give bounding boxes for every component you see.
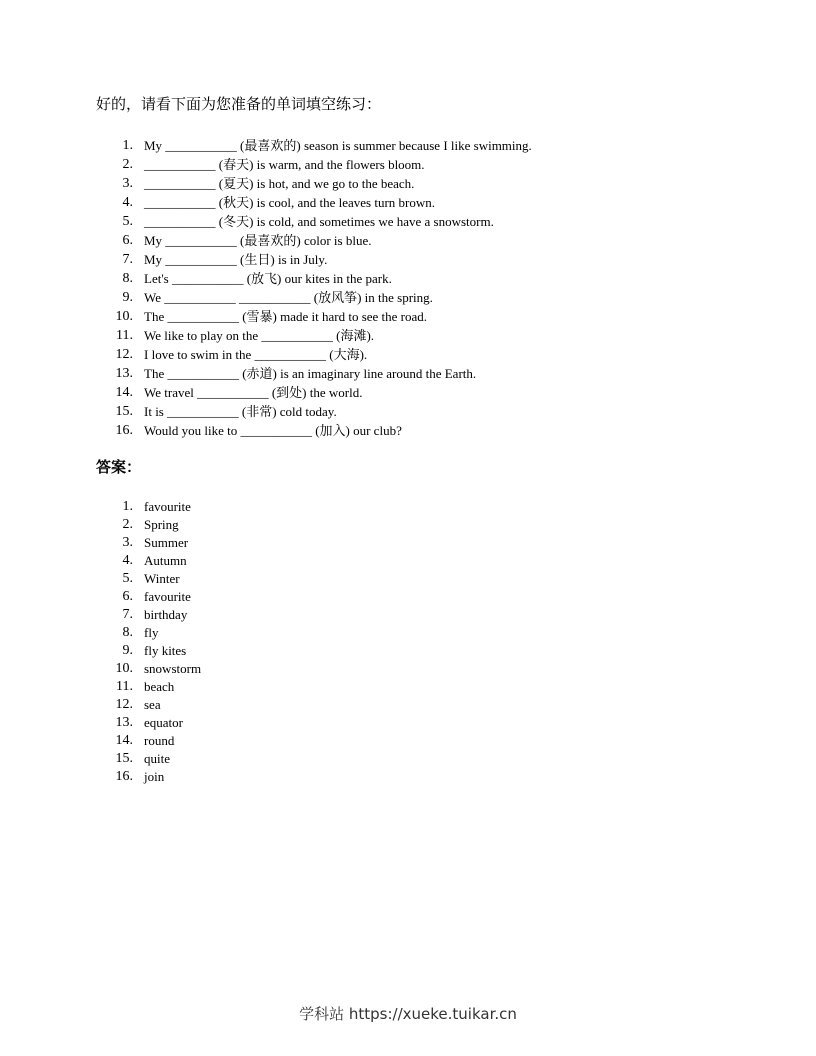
intro-text: 好的，请看下面为您准备的单词填空练习： — [96, 97, 382, 113]
answers-heading: 答案： — [96, 458, 142, 476]
question-item — [0, 212, 816, 231]
answer-number: 10. — [115, 661, 133, 676]
answer-number: 9. — [122, 643, 133, 658]
answer-item — [0, 552, 816, 570]
question-text: ___________ (夏天) is hot, and we go to the beach. — [144, 176, 415, 191]
answer-text: Winter — [144, 571, 180, 586]
answer-number: 2. — [122, 517, 133, 532]
question-text: My ___________ (生日) is in July. — [144, 252, 328, 267]
answer-number: 8. — [122, 625, 133, 640]
question-number: 11. — [116, 328, 133, 343]
answer-text: equator — [144, 715, 183, 730]
answer-item — [0, 498, 816, 516]
answer-item — [0, 606, 816, 624]
answer-number: 1. — [122, 499, 133, 514]
question-number: 4. — [122, 195, 133, 210]
question-item — [0, 288, 816, 307]
question-text: We like to play on the ___________ (海滩). — [144, 328, 375, 343]
question-number: 2. — [122, 157, 133, 172]
question-text: ___________ (春天) is warm, and the flowers bloom. — [144, 157, 425, 172]
answer-text: quite — [144, 751, 170, 766]
question-number: 16. — [115, 423, 133, 438]
answer-text: fly — [144, 625, 159, 640]
question-text: ___________ (秋天) is cool, and the leaves turn brown. — [144, 195, 436, 210]
question-item — [0, 364, 816, 383]
question-item — [0, 345, 816, 364]
answer-item — [0, 768, 816, 786]
answer-item — [0, 570, 816, 588]
question-list — [0, 136, 816, 440]
question-item — [0, 231, 816, 250]
question-text: Would you like to ___________ (加入) our club? — [144, 423, 402, 438]
question-number: 1. — [122, 138, 133, 153]
question-number: 3. — [122, 176, 133, 191]
answer-number: 6. — [122, 589, 133, 604]
question-item — [0, 136, 816, 155]
answer-list — [0, 498, 816, 786]
question-item — [0, 174, 816, 193]
question-item — [0, 402, 816, 421]
question-text: We ___________ ___________ (放风筝) in the spring. — [144, 290, 433, 305]
answer-number: 15. — [115, 751, 133, 766]
answer-text: sea — [144, 697, 161, 712]
answer-text: birthday — [144, 607, 188, 622]
answer-text: beach — [144, 679, 175, 694]
answer-item — [0, 696, 816, 714]
answer-number: 5. — [122, 571, 133, 586]
question-item — [0, 383, 816, 402]
question-item — [0, 307, 816, 326]
answer-text: Autumn — [144, 553, 187, 568]
question-text: My ___________ (最喜欢的) season is summer because I like swimming. — [144, 138, 532, 153]
question-item — [0, 193, 816, 212]
answer-text: favourite — [144, 589, 191, 604]
answer-number: 14. — [115, 733, 133, 748]
question-item — [0, 326, 816, 345]
answer-item — [0, 750, 816, 768]
answer-number: 16. — [115, 769, 133, 784]
answer-item — [0, 660, 816, 678]
question-text: I love to swim in the ___________ (大海). — [144, 347, 368, 362]
question-text: We travel ___________ (到处) the world. — [144, 385, 363, 400]
answer-number: 13. — [115, 715, 133, 730]
answer-number: 3. — [122, 535, 133, 550]
question-text: Let's ___________ (放飞) our kites in the park. — [144, 271, 392, 286]
question-number: 7. — [122, 252, 133, 267]
question-number: 8. — [122, 271, 133, 286]
question-number: 14. — [115, 385, 133, 400]
question-item — [0, 421, 816, 440]
question-item — [0, 269, 816, 288]
answer-text: Spring — [144, 517, 179, 532]
answer-item — [0, 642, 816, 660]
answer-text: fly kites — [144, 643, 187, 658]
answer-item — [0, 588, 816, 606]
answer-item — [0, 516, 816, 534]
question-number: 9. — [122, 290, 133, 305]
answer-item — [0, 678, 816, 696]
question-number: 12. — [115, 347, 133, 362]
answer-text: join — [144, 769, 165, 784]
answer-number: 4. — [122, 553, 133, 568]
answer-item — [0, 732, 816, 750]
answer-item — [0, 624, 816, 642]
question-text: The ___________ (雪暴) made it hard to see the road. — [144, 309, 428, 324]
question-number: 15. — [115, 404, 133, 419]
answer-number: 11. — [116, 679, 133, 694]
question-number: 10. — [115, 309, 133, 324]
question-text: The ___________ (赤道) is an imaginary line around the Earth. — [144, 366, 477, 381]
question-number: 13. — [115, 366, 133, 381]
footer-watermark: 学科站 https://xueke.tuikar.cn — [299, 1005, 517, 1023]
question-item — [0, 250, 816, 269]
question-text: ___________ (冬天) is cold, and sometimes we have a snowstorm. — [144, 214, 494, 229]
answer-number: 7. — [122, 607, 133, 622]
answer-text: favourite — [144, 499, 191, 514]
answer-text: snowstorm — [144, 661, 202, 676]
answer-text: round — [144, 733, 175, 748]
question-number: 5. — [122, 214, 133, 229]
answer-text: Summer — [144, 535, 189, 550]
question-text: It is ___________ (非常) cold today. — [144, 404, 337, 419]
answer-item — [0, 714, 816, 732]
answer-item — [0, 534, 816, 552]
question-item — [0, 155, 816, 174]
answer-number: 12. — [115, 697, 133, 712]
question-number: 6. — [122, 233, 133, 248]
question-text: My ___________ (最喜欢的) color is blue. — [144, 233, 372, 248]
